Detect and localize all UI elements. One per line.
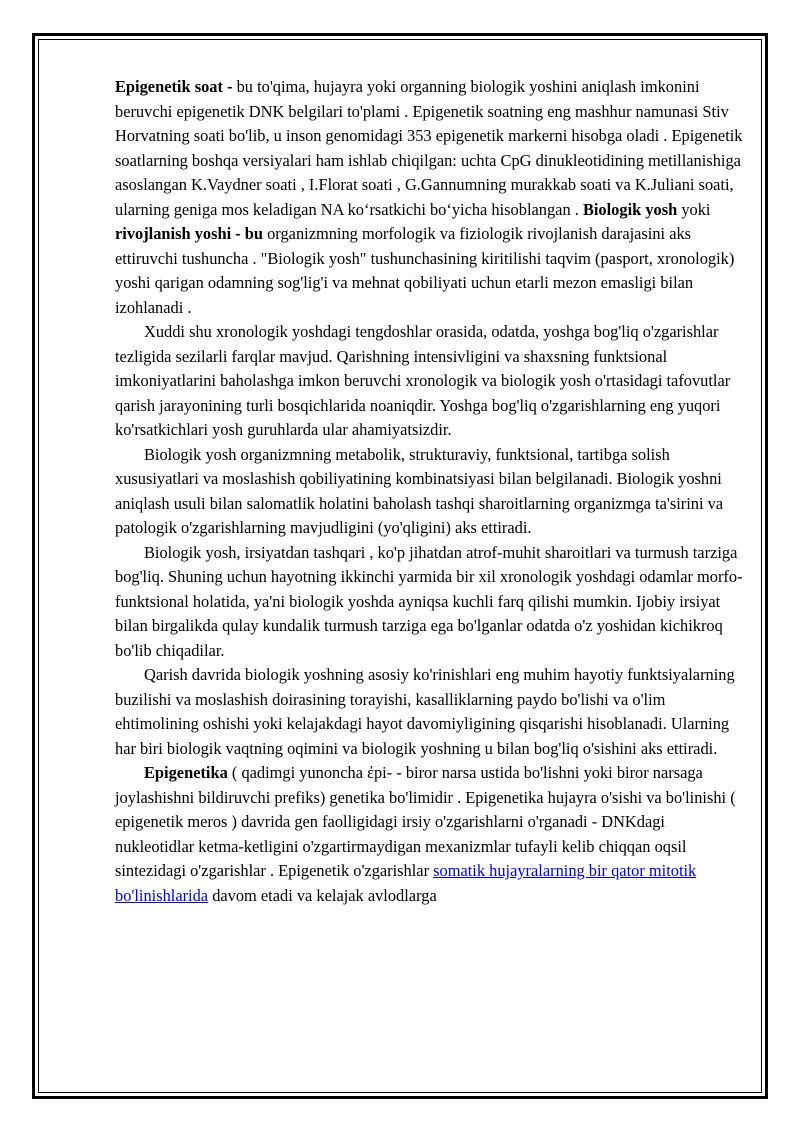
paragraph-text: davom etadi va kelajak avlodlarga [208, 885, 437, 905]
paragraph-epigenetics [115, 761, 745, 908]
paragraph-text: organizmning morfologik va fiziologik rivojlanish darajasini aks ettiruvchi tushuncha . "Biologik yosh" tushunchasining kiritilishi taqvim (pasport, xronologik) yoshi qarigan odamning sog'lig'i va mehnat qobiliyati uchun etarli mezon emasligi bilan izohlanadi . [115, 224, 735, 317]
paragraph-text: bu to'qima, hujayra yoki organning biologik yoshini aniqlash imkonini beruvchi epigenetik DNK belgilari to'plami . Epigenetik soatning eng mashhur namunasi Stiv Horvatning soati bo'lib, u inson genomidagi 353 epigenetik markerni hisobga oladi . Epigenetik soatlarning boshqa versiyalari ham ishlab chiqilgan: uchta CpG dinukleotidining metillanishiga asoslangan K.Vaydner soati , I.Florat soati , G.Gannumning murakkab soati va K.Juliani soati, ularning geniga mos keladigan NA ko‘rsatkichi bo‘yicha hisoblangan . [115, 77, 743, 219]
paragraph-biological-age-definition [115, 443, 745, 541]
somatic-cells-link[interactable]: somatik hujayralarning bir qator mitotik bo'linishlarida [115, 861, 697, 905]
paragraph-aging [115, 663, 745, 761]
term-rivojlanish-yoshi: rivojlanish yoshi - bu [115, 224, 264, 243]
paragraph-text: ( qadimgi yunoncha ἐpi- - biror narsa ustida bo'lishni yoki biror narsaga joylashishni bildiruvchi prefiks) genetika bo'limidir . Epigenetika hujayra o'sishi va bo'linishi ( epigenetik meros ) davrida gen faolligidagi irsiy o'zgarishlarni o'rganadi - DNKdagi nukleotidlar ketma-ketligini o'zgartirmaydigan mexanizmlar tufayli kelib chiqqan oqsil sintezidagi o'zgarishlar . Epigenetik o'zgarishlar [115, 763, 736, 880]
paragraph-chronological-age [115, 320, 745, 443]
document-body [115, 75, 745, 908]
paragraph-heredity [115, 541, 745, 664]
paragraph-text: Biologik yosh, irsiyatdan tashqari , ko'p jihatdan atrof-muhit sharoitlari va turmush tarziga bog'liq. Shuning uchun hayotning ikkinchi yarmida bir xil xronologik yoshdagi odamlar morfo-funktsional holatida, ya'ni biologik yoshda ayniqsa kuchli farq qilishi mumkin. Ijobiy irsiyat bilan birgalikda qulay kundalik turmush tarziga ega bo'lganlar odatda o'z yoshidan kichikroq bo'lib chiqadilar. [115, 542, 743, 660]
term-biologik-yosh: Biologik yosh [582, 199, 678, 219]
paragraph-text: Xuddi shu xronologik yoshdagi tengdoshlar orasida, odatda, yoshga bog'liq o'zgarishlar tezligida sezilarli farqlar mavjud. Qarishning intensivligini va shaxsning funktsional imkoniyatlarini baholashga imkon beruvchi xronologik va biologik yosh o'rtasidagi tafovutlar qarish jarayonining turli bosqichlarida noaniqdir. Yoshga bog'liq o'zgarishlarning eng yuqori ko'rsatkichlari yosh guruhlarda ular ahamiyatsizdir. [115, 322, 731, 439]
paragraph-text: Qarish davrida biologik yoshning asosiy ko'rinishlari eng muhim hayotiy funktsiyalarning buzilishi va moslashish doirasining torayishi, kasalliklarning paydo bo'lishi va o'lim ehtimolining oshishi yoki kelajakdagi hayot davomiyligining qisqarishi hisoblanadi. Ularning har biri biologik vaqtning oqimini va biologik yoshning u bilan bog'liq o'sishini aks ettiradi. [115, 665, 735, 758]
term-dash: - [222, 77, 237, 96]
paragraph-epigenetic-clock [115, 75, 745, 320]
paragraph-text: yoki [677, 199, 711, 219]
paragraph-text: Biologik yosh organizmning metabolik, strukturaviy, funktsional, tartibga solish xususiyatlari va moslashish qobiliyatining kombinatsiyasi bilan belgilanadi. Biologik yoshni aniqlash usuli bilan salomatlik holatini baholash tashqi sharoitlarning organizmga ta'sirini va patologik o'zgarishlarning mavjudligini (yo'qligini) aks ettiradi. [115, 444, 724, 537]
term-epigenetik-soat: Epigenetik soat [115, 77, 223, 96]
term-epigenetika: Epigenetika [144, 763, 228, 782]
